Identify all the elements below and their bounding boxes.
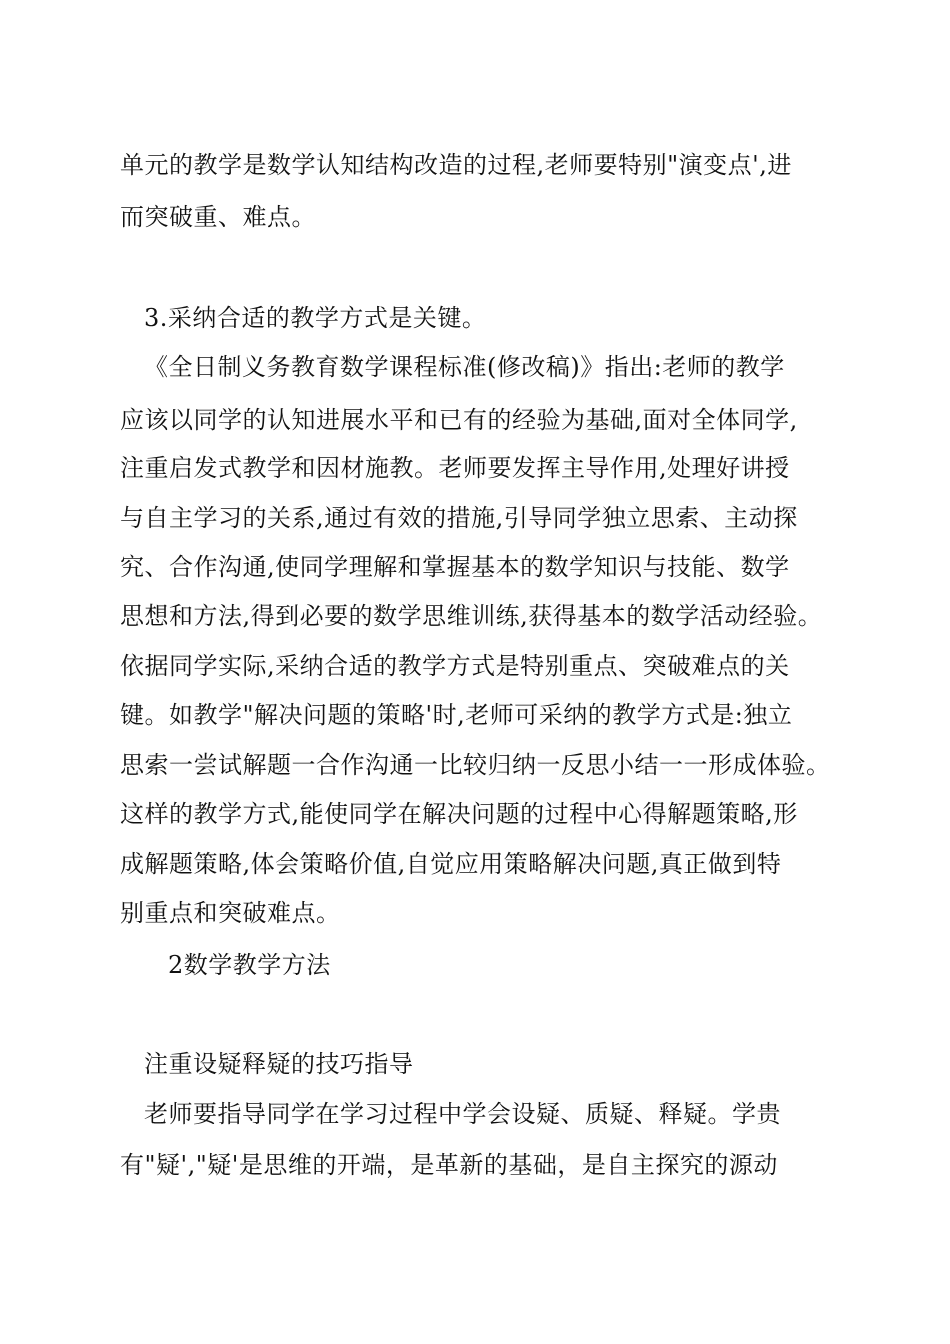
paragraph-line: 究、合作沟通,使同学理解和掌握基本的数学知识与技能、数学 xyxy=(120,553,790,581)
subsection-heading: 注重设疑释疑的技巧指导 xyxy=(144,1050,414,1078)
section-heading: 2数学教学方法 xyxy=(168,951,331,979)
paragraph-line: 依据同学实际,采纳合适的教学方式是特别重点、突破难点的关 xyxy=(120,652,790,680)
paragraph-line: 键。如教学"解决问题的策略'时,老师可采纳的教学方式是:独立 xyxy=(120,701,793,729)
section-heading: 3.采纳合适的教学方式是关键。 xyxy=(144,304,487,332)
paragraph-line: 老师要指导同学在学习过程中学会设疑、质疑、释疑。学贵 xyxy=(144,1100,781,1128)
paragraph-line: 有"疑',"疑'是思维的开端，是革新的基础，是自主探究的源动 xyxy=(120,1151,778,1179)
paragraph-line: 《全日制义务教育数学课程标准(修改稿)》指出:老师的教学 xyxy=(144,353,785,381)
paragraph-line: 注重启发式教学和因材施教。老师要发挥主导作用,处理好讲授 xyxy=(120,454,790,482)
paragraph-line: 成解题策略,体会策略价值,自觉应用策略解决问题,真正做到特 xyxy=(120,850,782,878)
paragraph-line: 与自主学习的关系,通过有效的措施,引导同学独立思索、主动探 xyxy=(120,504,798,532)
paragraph-line: 单元的教学是数学认知结构改造的过程,老师要特别"演变点',进 xyxy=(120,151,792,179)
paragraph-line: 应该以同学的认知进展水平和已有的经验为基础,面对全体同学, xyxy=(120,406,798,434)
paragraph-line: 而突破重、难点。 xyxy=(120,203,316,231)
paragraph-line: 别重点和突破难点。 xyxy=(120,899,341,927)
paragraph-line: 思索一尝试解题一合作沟通一比较归纳一反思小结一一形成体验。 xyxy=(120,751,831,779)
paragraph-line: 思想和方法,得到必要的数学思维训练,获得基本的数学活动经验。 xyxy=(120,602,823,630)
paragraph-line: 这样的教学方式,能使同学在解决问题的过程中心得解题策略,形 xyxy=(120,800,798,828)
